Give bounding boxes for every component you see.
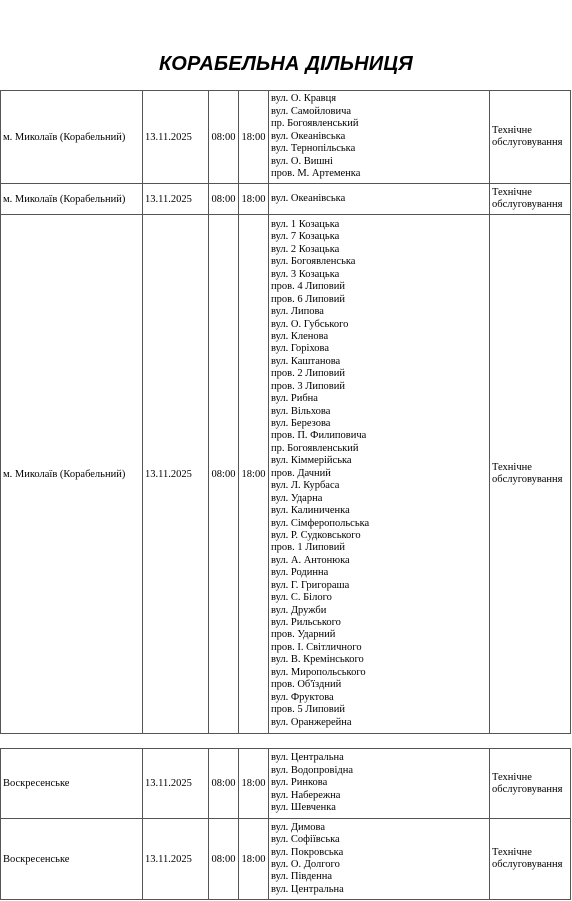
time-to-cell: 18:00 [239,215,269,734]
time-from-cell: 08:00 [209,749,239,819]
street-name: пров. 2 Липовий [271,368,346,380]
street-name: вул. Тернопільська [271,143,356,155]
time-from-cell: 08:00 [209,819,239,900]
street-name: вул. Центральна [271,752,344,764]
time-to-cell: 18:00 [239,749,269,819]
street-name: вул. Набережна [271,789,341,801]
street-name: вул. С. Білого [271,592,332,604]
street-name: вул. Фруктова [271,691,334,703]
work-type-cell: Технічне обслуговування [490,215,571,734]
street-name: вул. Богоявленська [271,256,356,268]
street-name: вул. Сімферопольська [271,517,370,529]
street-name: вул. Рибна [271,393,318,405]
streets-cell [269,91,490,184]
outage-table-voskresenske [0,748,571,900]
streets-cell [269,819,490,900]
street-name: вул. Вільхова [271,405,331,417]
street-name: пр. Богоявленський [271,442,359,454]
table-row [1,819,571,900]
street-name: вул. Водопровідна [271,764,354,776]
streets-cell [269,184,490,215]
street-name: вул. Л. Курбаса [271,480,340,492]
street-name: вул. О. Кравця [271,93,337,105]
page-title: КОРАБЕЛЬНА ДІЛЬНИЦЯ [159,53,413,75]
date-cell: 13.11.2025 [143,91,209,184]
street-name: вул. Кіммерійська [271,455,352,467]
street-name: вул. Софіївська [271,834,340,846]
street-name: вул. О. Вишні [271,155,333,167]
time-to-cell: 18:00 [239,184,269,215]
street-name: пров. М. Артеменка [271,168,361,180]
street-name: вул. А. Антонюка [271,554,350,566]
street-name: вул. Миропольського [271,666,366,678]
location-cell: Воскресенське [1,749,143,819]
street-name: вул. Дружби [271,604,327,616]
location-cell: м. Миколаїв (Корабельний) [1,215,143,734]
street-name: пр. Богоявленський [271,118,359,130]
street-name: вул. 1 Козацька [271,219,340,231]
street-name: вул. Покровська [271,846,344,858]
street-name: вул. Липова [271,306,324,318]
table-row [1,91,571,184]
street-name: вул. Південна [271,871,332,883]
street-name: вул. 2 Козацька [271,243,340,255]
street-name: вул. Самойловича [271,105,352,117]
street-name: вул. 3 Козацька [271,268,340,280]
street-name: вул. Ударна [271,492,323,504]
work-type-cell: Технічне обслуговування [490,91,571,184]
street-name: пров. 4 Липовий [271,281,346,293]
street-name: пров. Об'їздний [271,679,342,691]
date-cell: 13.11.2025 [143,819,209,900]
street-name: вул. Океанівська [271,192,346,204]
street-name: пров. 1 Липовий [271,542,346,554]
time-from-cell: 08:00 [209,215,239,734]
date-cell: 13.11.2025 [143,184,209,215]
street-name: вул. Г. Григораша [271,579,350,591]
work-type-cell: Технічне обслуговування [490,184,571,215]
street-name: вул. Кленова [271,330,329,342]
street-name: вул. Р. Судковського [271,529,361,541]
work-type-cell: Технічне обслуговування [490,749,571,819]
street-name: вул. Горіхова [271,343,330,355]
streets-cell [269,749,490,819]
streets-cell [269,215,490,734]
street-name: пров. 3 Липовий [271,380,346,392]
street-name: пров. 5 Липовий [271,704,346,716]
location-cell: м. Миколаїв (Корабельний) [1,91,143,184]
street-name: пров. Ударний [271,629,336,641]
street-name: вул. Калиниченка [271,505,350,517]
street-name: пров. І. Світличного [271,641,362,653]
work-type-cell: Технічне обслуговування [490,819,571,900]
street-name: вул. Димова [271,821,326,833]
street-name: пров. П. Филиповича [271,430,367,442]
table-row [1,749,571,819]
street-name: вул. О. Губського [271,318,349,330]
street-name: пров. Дачний [271,467,331,479]
date-cell: 13.11.2025 [143,215,209,734]
street-name: вул. 7 Козацька [271,231,340,243]
outage-table-mykolaiv [0,90,571,734]
time-to-cell: 18:00 [239,91,269,184]
street-name: вул. Океанівська [271,130,346,142]
location-cell: Воскресенське [1,819,143,900]
street-name: вул. Центральна [271,883,344,895]
street-name: вул. Березова [271,418,331,430]
street-name: пров. 6 Липовий [271,293,346,305]
street-name: вул. Рильського [271,617,341,629]
street-name: вул. О. Долгого [271,859,340,870]
time-to-cell: 18:00 [239,819,269,900]
table-row [1,215,571,734]
time-from-cell: 08:00 [209,91,239,184]
street-name: вул. В. Кремінського [271,654,364,666]
location-cell: м. Миколаїв (Корабельний) [1,184,143,215]
street-name: вул. Ринкова [271,777,328,789]
time-from-cell: 08:00 [209,184,239,215]
table-row [1,184,571,215]
street-name: вул. Родинна [271,567,329,579]
street-name: вул. Шевченка [271,802,336,814]
date-cell: 13.11.2025 [143,749,209,819]
street-name: вул. Оранжерейна [271,716,352,728]
street-name: вул. Каштанова [271,355,341,367]
